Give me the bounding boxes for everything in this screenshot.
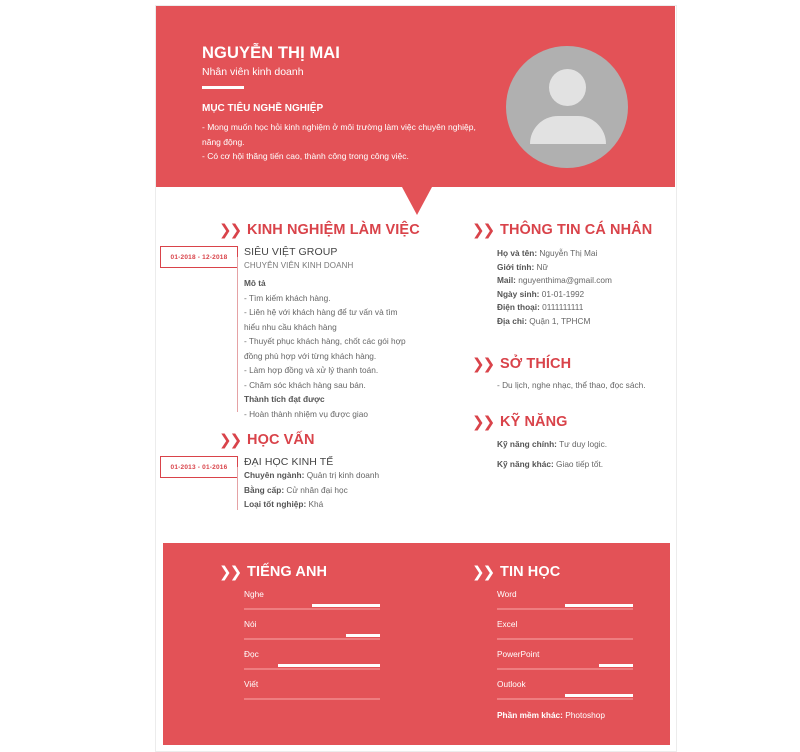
objective-line: - Mong muốn học hỏi kinh nghiệm ở môi trường làm việc chuyên nghiệp,	[202, 122, 476, 132]
skill-track-line	[497, 698, 633, 700]
objective-text	[202, 120, 492, 164]
description-line: - Liên hệ với khách hàng để tư vấn và tìm	[244, 307, 398, 317]
skill-label: Excel	[497, 619, 518, 629]
computer-skill-item	[497, 618, 635, 641]
objective-line: năng động.	[202, 136, 245, 147]
description-label: Mô tả	[244, 278, 266, 288]
personal-info-row: Họ và tên: Nguyễn Thị Mai	[497, 248, 598, 258]
experience-timeline-line	[237, 257, 238, 412]
skill-level-fill	[599, 664, 633, 667]
education-date-badge: 01-2013 - 01-2016	[160, 456, 238, 478]
experience-description	[244, 276, 424, 421]
computer-heading	[472, 563, 560, 581]
candidate-job-title: Nhân viên kinh doanh	[202, 66, 304, 78]
skill-level-bar	[497, 693, 633, 701]
skill-level-fill	[312, 604, 380, 607]
description-line: - Chăm sóc khách hàng sau bán.	[244, 379, 366, 390]
experience-heading	[219, 221, 420, 239]
personal-info-heading-label: THÔNG TIN CÁ NHÂN	[500, 222, 653, 238]
double-chevron-right-icon: ❯❯	[219, 432, 241, 449]
skill-row: Kỹ năng chính: Tư duy logic.	[497, 439, 608, 449]
education-field: Chuyên ngành: Quản trị kinh doanh	[244, 470, 380, 480]
skill-level-bar	[497, 663, 633, 671]
description-line: - Thuyết phục khách hàng, chốt các gói hợp	[244, 336, 406, 346]
personal-info-row: Địa chỉ: Quận 1, TPHCM	[497, 315, 591, 326]
english-heading	[219, 563, 327, 581]
experience-organization: SIÊU VIỆT GROUP	[244, 246, 338, 258]
double-chevron-right-icon: ❯❯	[472, 356, 494, 373]
other-software: Phần mềm khác: Photoshop	[497, 710, 605, 720]
double-chevron-right-icon: ❯❯	[472, 564, 494, 581]
education-heading	[219, 431, 315, 449]
skill-level-bar	[244, 603, 380, 611]
skill-track-line	[244, 608, 380, 610]
personal-info-row: Giới tính: Nữ	[497, 261, 549, 272]
title-underline-divider	[202, 86, 244, 89]
description-line: - Tìm kiếm khách hàng.	[244, 292, 331, 303]
skill-label: Nghe	[244, 589, 264, 599]
education-details	[244, 468, 424, 512]
description-line: hiểu nhu cầu khách hàng	[244, 321, 337, 332]
skill-label: Word	[497, 589, 517, 599]
education-timeline-line	[237, 467, 238, 510]
achievement-line: - Hoàn thành nhiệm vụ được giao	[244, 408, 368, 419]
computer-skill-item	[497, 648, 635, 671]
skill-track-line	[244, 668, 380, 670]
candidate-name: NGUYỄN THỊ MAI	[202, 44, 340, 62]
double-chevron-right-icon: ❯❯	[219, 564, 241, 581]
experience-role: CHUYÊN VIÊN KINH DOANH	[244, 261, 354, 270]
user-placeholder-icon	[549, 69, 586, 106]
hobbies-heading	[472, 355, 571, 373]
skills-heading-label: KỸ NĂNG	[500, 414, 568, 430]
skill-label: Đọc	[244, 649, 259, 659]
skill-level-bar	[244, 633, 380, 641]
computer-skill-item	[497, 678, 635, 701]
double-chevron-right-icon: ❯❯	[472, 222, 494, 239]
education-field: Bằng cấp: Cử nhân đại học	[244, 484, 348, 495]
skill-track-line	[244, 638, 380, 640]
english-skill-item	[244, 588, 382, 611]
objective-heading: MỤC TIÊU NGHỀ NGHIỆP	[202, 103, 324, 114]
skill-track-line	[244, 698, 380, 700]
double-chevron-right-icon: ❯❯	[472, 414, 494, 431]
skill-track-line	[497, 668, 633, 670]
education-school: ĐẠI HỌC KINH TẾ	[244, 456, 334, 468]
computer-heading-label: TIN HỌC	[500, 564, 561, 580]
objective-line: - Có cơ hội thăng tiến cao, thành công trong công việc.	[202, 151, 409, 161]
english-skill-item	[244, 648, 382, 671]
skills-list	[497, 438, 667, 472]
personal-info-heading	[472, 221, 652, 239]
skill-level-bar	[497, 633, 633, 641]
header-pointer-triangle	[402, 187, 432, 215]
skill-level-bar	[244, 693, 380, 701]
user-placeholder-body-icon	[530, 116, 606, 144]
skill-level-fill	[565, 604, 633, 607]
double-chevron-right-icon: ❯❯	[219, 222, 241, 239]
skill-track-line	[497, 608, 633, 610]
personal-info-list	[497, 247, 667, 328]
english-skill-item	[244, 678, 382, 701]
description-line: - Làm hợp đồng và xử lý thanh toán.	[244, 365, 379, 375]
experience-heading-label: KINH NGHIỆM LÀM VIỆC	[247, 222, 420, 238]
achievement-label: Thành tích đạt được	[244, 394, 325, 404]
description-line: đồng phù hợp với từng khách hàng.	[244, 350, 377, 361]
skill-level-fill	[278, 664, 380, 667]
computer-skill-item	[497, 588, 635, 611]
skill-label: Nói	[244, 619, 257, 629]
english-skill-item	[244, 618, 382, 641]
skill-level-bar	[497, 603, 633, 611]
skill-label: Outlook	[497, 679, 526, 689]
skill-label: PowerPoint	[497, 649, 540, 659]
personal-info-row: Điện thoại: 0111111111	[497, 302, 584, 312]
education-heading-label: HỌC VẤN	[247, 432, 315, 448]
hobbies-heading-label: SỞ THÍCH	[500, 356, 572, 372]
english-heading-label: TIẾNG ANH	[247, 564, 328, 580]
personal-info-row: Ngày sinh: 01-01-1992	[497, 288, 585, 299]
skill-label: Viết	[244, 679, 259, 689]
skill-level-bar	[244, 663, 380, 671]
experience-date-badge: 01-2018 - 12-2018	[160, 246, 238, 268]
skill-level-fill	[346, 634, 380, 637]
education-field: Loại tốt nghiệp: Khá	[244, 499, 324, 509]
skill-row: Kỹ năng khác: Giao tiếp tốt.	[497, 459, 604, 469]
skills-heading	[472, 413, 568, 431]
personal-info-row: Mail: nguyenthima@gmail.com	[497, 275, 612, 285]
avatar[interactable]	[506, 46, 628, 168]
skill-track-line	[497, 638, 633, 640]
skill-level-fill	[565, 694, 633, 697]
hobbies-text: - Du lịch, nghe nhạc, thể thao, đọc sách.	[497, 380, 646, 390]
